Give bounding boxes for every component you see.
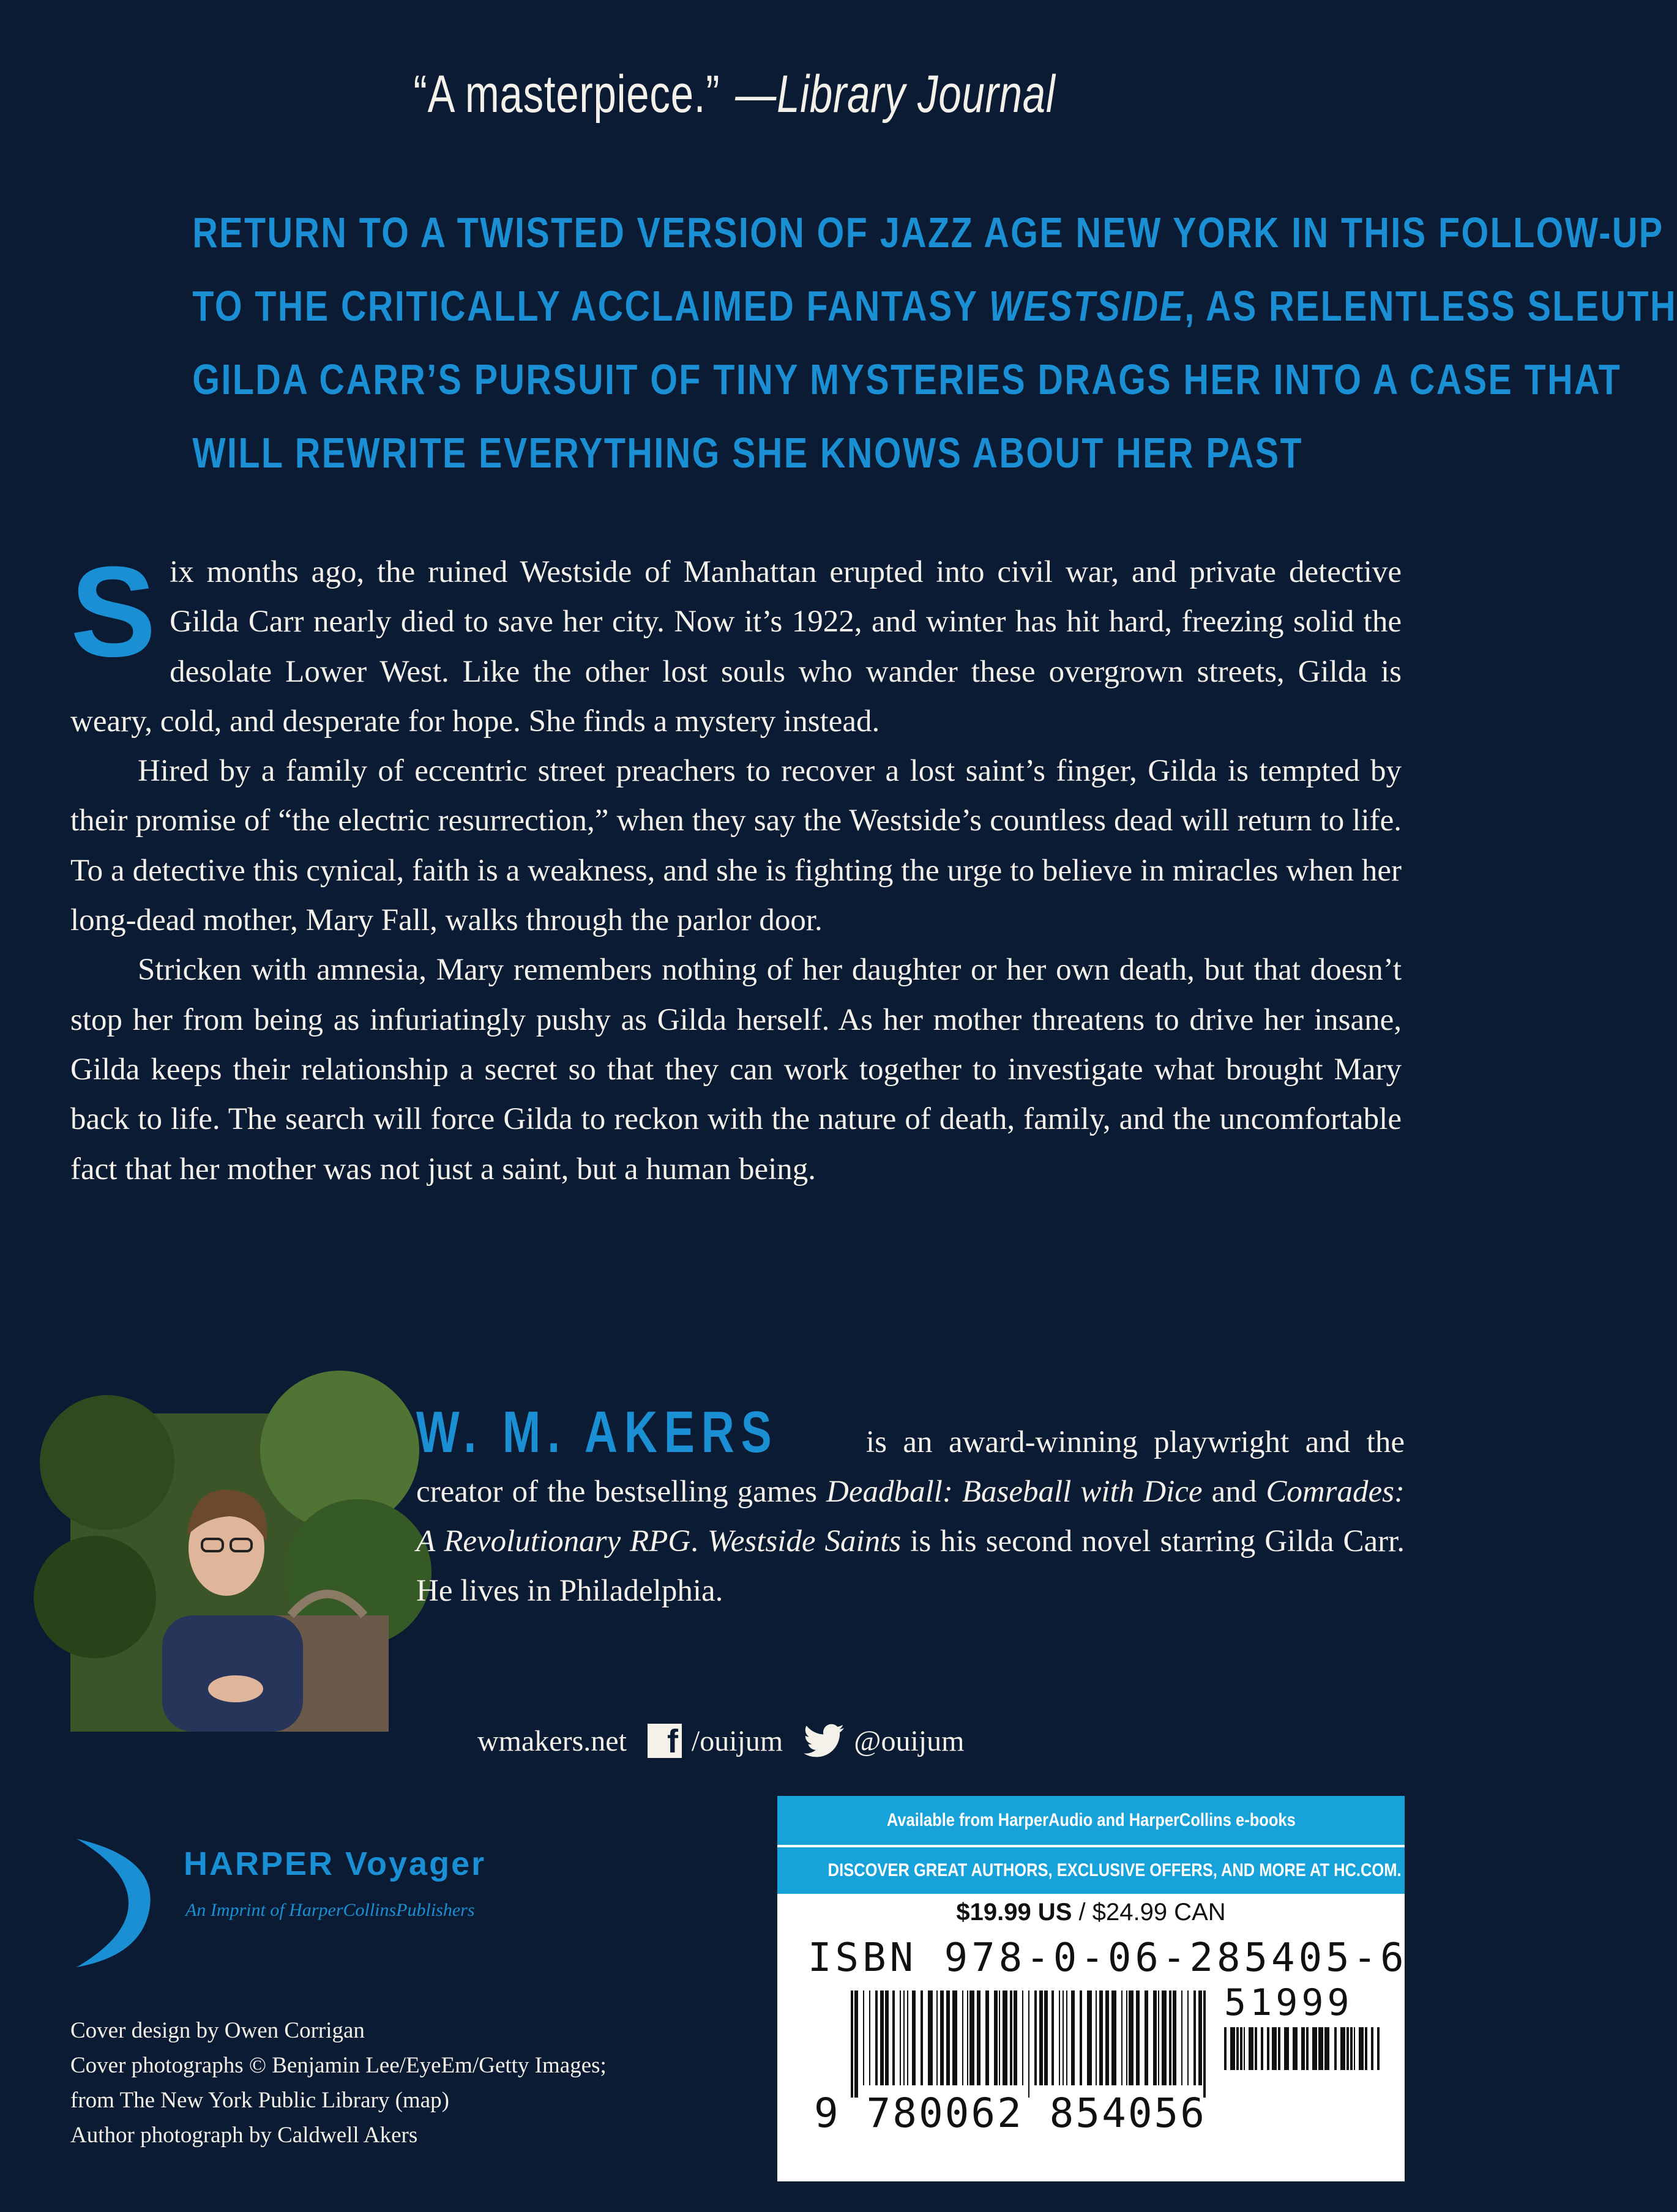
barcode-bar [1087, 1990, 1092, 2085]
description-paragraph-1-text: ix months ago, the ruined Westside of Manhattan erupted into civil war, and private detective Gilda Carr nearly died to save her city. Now it’s 1922, and winter has hit hard, freezing solid the desolate Lower West. Like the other lost souls who wander these overgrown streets, Gilda is weary, cold, and desperate for hope. She finds a mystery instead. [70, 555, 1402, 739]
publisher-logo [70, 1833, 487, 1973]
author-bio [416, 1399, 1405, 1616]
barcode-bar [1324, 2027, 1329, 2070]
ean-barcode-bars [851, 1990, 1206, 2098]
bio-text-1: is an award-winning playwright and the creator of the bestselling games [416, 1425, 1405, 1509]
barcode-bar [1173, 1990, 1176, 2085]
barcode-bar [1193, 1990, 1196, 2085]
description-paragraph-1 [70, 540, 1402, 747]
barcode-bar [1022, 1990, 1023, 2085]
price-us: $19.99 US [956, 1899, 1072, 1926]
author-name: W. M. AKERS [416, 1399, 779, 1465]
barcode-bar [903, 1990, 905, 2085]
twitter-handle[interactable]: @ouijum [854, 1724, 965, 1757]
price-barcode-panel [777, 1796, 1408, 2181]
barcode-bar [1334, 2027, 1337, 2070]
barcode-bar [1044, 1990, 1048, 2085]
price-addon-digits: 51999 [1224, 1981, 1353, 2024]
description-paragraph-3: Stricken with amnesia, Mary remembers nothing of her daughter or her own death, but that doesn’t stop her from being as infuriatingly pushy as Gilda herself. As her mother threatens to drive her insane, Gilda keeps their relationship a secret so that they can work together to investigate what brought Mary back to life. The search will force Gilda to reckon with the nature of death, family, and the uncomfortable fact that her mother was not just a saint, but a human being. [70, 953, 1402, 1186]
price-can: $24.99 CAN [1092, 1899, 1226, 1926]
barcode-bar [885, 1990, 889, 2085]
barcode-bar [1293, 2027, 1298, 2070]
credit-line-4: Author photograph by Caldwell Akers [70, 2123, 418, 2148]
ean-barcode [851, 1990, 1206, 2098]
website-link[interactable]: wmakers.net [477, 1724, 627, 1757]
bio-text-2: and [1202, 1475, 1266, 1509]
bio-text-3: . [690, 1524, 708, 1558]
barcode-bar [869, 1990, 870, 2085]
barcode-bar [1129, 1990, 1134, 2085]
barcode-bar [1181, 1990, 1182, 2085]
barcode-bar [1111, 1990, 1116, 2085]
barcode-bar [1059, 1990, 1060, 2085]
tagline-book-title: WESTSIDE [988, 282, 1185, 330]
barcode-bar [928, 1990, 933, 2085]
cover-credits [70, 2013, 744, 2153]
barcode-bar [994, 1990, 998, 2085]
game-title-2: Comrades: A Revolutionary RPG [416, 1475, 1405, 1558]
credit-line-3: from The New York Public Library (map) [70, 2088, 449, 2113]
barcode-bar [1301, 2027, 1305, 2070]
barcode-bar [1034, 1990, 1037, 2085]
quote-text: “A masterpiece.” [413, 65, 720, 124]
barcode-bar [1010, 1990, 1012, 2085]
barcode-bar [1051, 1990, 1054, 2085]
twitter-bird-icon [793, 1724, 844, 1758]
description-paragraph-2: Hired by a family of eccentric street preachers to recover a lost saint’s finger, Gilda is tempted by their promise of “the electric resurrection,” when they say the Westside’s countless dead will return to life. To a detective this cynical, faith is a weakness, and she is fighting the urge to believe in miracles when her long-dead mother, Mary Fall, walks through the parlor door. [70, 754, 1402, 938]
author-photo-image [70, 1413, 389, 1732]
barcode-bar [1169, 1990, 1171, 2085]
quote-source: —Library Journal [735, 65, 1056, 124]
barcode-bar [851, 1990, 853, 2098]
tagline-line-4: WILL REWRITE EVERYTHING SHE KNOWS ABOUT HER PAST [192, 429, 1304, 477]
publisher-imprint: An Imprint of HarperCollinsPublishers [185, 1900, 475, 1920]
barcode-bar [999, 1990, 1000, 2085]
barcode-bar [900, 1990, 901, 2085]
facebook-icon: f [648, 1724, 682, 1758]
barcode-bar [1244, 2027, 1245, 2070]
barcode-bar [1340, 2027, 1345, 2070]
barcode-bar [1039, 1990, 1043, 2085]
barcode-bar [1365, 2027, 1367, 2070]
barcode-bar [1224, 2027, 1227, 2070]
barcode-bar [1071, 1990, 1075, 2085]
barcode-bar [936, 1990, 938, 2085]
barcode-bar [1278, 2027, 1280, 2070]
barcode-bar [952, 1990, 957, 2085]
barcode-bar [1346, 2027, 1349, 2070]
barcode-bar [1028, 1990, 1029, 2098]
barcode-bar [1255, 2027, 1257, 2070]
price [796, 1899, 1386, 1926]
barcode-bar [1014, 1990, 1017, 2085]
tagline-line-3: GILDA CARR’S PURSUIT OF TINY MYSTERIES DRAGS HER INTO A CASE THAT [192, 356, 1622, 403]
price-addon-barcode [1224, 2027, 1380, 2085]
barcode-bar [1312, 2027, 1317, 2070]
barcode-bar [969, 1990, 974, 2085]
barcode-bar [967, 1990, 968, 2085]
barcode-bar [1203, 1990, 1206, 2098]
barcode-bar [1371, 2027, 1373, 2070]
barcode-bar [921, 1990, 923, 2085]
barcode-bar [875, 1990, 878, 2085]
facebook-handle[interactable]: /ouijum [691, 1724, 783, 1757]
barcode-bar [1306, 2027, 1309, 2070]
credit-line-2: Cover photographs © Benjamin Lee/EyeEm/Getty Images; [70, 2053, 607, 2078]
audio-ebook-text: Available from HarperAudio and HarperCollins e-books [886, 1810, 1296, 1830]
barcode-bar [1162, 1990, 1167, 2085]
barcode-bar [907, 1990, 908, 2085]
barcode-bar [1236, 2027, 1239, 2070]
barcode-bar [1359, 2027, 1364, 2070]
barcode-bar [1099, 1990, 1103, 2085]
isbn-number: ISBN 978-0-06-285405-6 [808, 1935, 1408, 1981]
barcode-bar [892, 1990, 895, 2085]
barcode-bar [854, 1990, 858, 2098]
barcode-bar [1145, 1990, 1148, 2085]
barcode-bar [1198, 1990, 1202, 2085]
barcode-bar [1096, 1990, 1097, 2085]
review-quote [162, 64, 1307, 125]
crescent-moon-icon [70, 1833, 156, 1973]
barcode-bar [946, 1990, 950, 2085]
barcode-bar [1080, 1990, 1082, 2085]
ean-digits: 9 780062 854056 [814, 2090, 1207, 2137]
barcode-bar [1267, 2027, 1269, 2070]
tagline-line-1: RETURN TO A TWISTED VERSION OF JAZZ AGE NEW YORK IN THIS FOLLOW-UP [192, 209, 1664, 256]
barcode-bar [1105, 1990, 1109, 2085]
barcode-bar [1377, 2027, 1380, 2070]
barcode-bar [1318, 2027, 1323, 2070]
barcode-bar [1158, 1990, 1159, 2085]
barcode-bar [1354, 2027, 1355, 2070]
social-links [477, 1713, 964, 1768]
price-separator: / [1072, 1899, 1092, 1926]
barcode-bar [880, 1990, 884, 2085]
barcode-bar [1261, 2027, 1263, 2070]
credit-line-1: Cover design by Owen Corrigan [70, 2018, 365, 2043]
barcode-bar [912, 1990, 916, 2085]
drop-cap: S [70, 540, 157, 683]
tagline-line-2 [192, 269, 1677, 343]
barcode-bar [1153, 1990, 1157, 2085]
bio-text-4: is his second novel starring Gilda Carr. He lives in Philadelphia. [416, 1524, 1405, 1608]
addon-barcode-bars [1224, 2027, 1380, 2082]
barcode-bar [1066, 1990, 1067, 2085]
book-description [70, 540, 1402, 1194]
barcode-bar [962, 1990, 963, 2085]
game-title-1: Deadball: Baseball with Dice [826, 1475, 1203, 1509]
barcode-bar [1003, 1990, 1007, 2085]
barcode-bar [1350, 2027, 1353, 2070]
barcode-bar [1136, 1990, 1140, 2085]
publisher-name: HARPER Voyager [184, 1845, 487, 1882]
tagline-line-2-before: TO THE CRITICALLY ACCLAIMED FANTASY [192, 282, 989, 330]
barcode-bar [1063, 1990, 1064, 2085]
barcode-bar [1249, 2027, 1253, 2070]
hc-promo-band [777, 1845, 1405, 1894]
barcode-bar [1284, 2027, 1289, 2070]
barcode-bar [1240, 2027, 1242, 2070]
author-photo [70, 1413, 389, 1732]
barcode-bar [977, 1990, 980, 2085]
barcode-bar [1187, 1990, 1189, 2085]
barcode-bar [1272, 2027, 1277, 2070]
barcode-bar [1230, 2027, 1235, 2070]
barcode-bar [940, 1990, 944, 2085]
barcode-bar [1121, 1990, 1122, 2085]
audio-ebook-band [777, 1796, 1405, 1845]
tagline-line-2-after: , AS RELENTLESS SLEUTH [1184, 282, 1677, 330]
hc-promo-text: DISCOVER GREAT AUTHORS, EXCLUSIVE OFFERS, AND MORE AT HC.COM. [827, 1860, 1402, 1880]
book-title: Westside Saints [707, 1524, 902, 1558]
tagline [73, 196, 1677, 490]
barcode-bar [863, 1990, 864, 2085]
barcode-bar [1126, 1990, 1127, 2085]
barcode-bar [985, 1990, 989, 2085]
barcode-area [796, 1899, 1408, 2174]
